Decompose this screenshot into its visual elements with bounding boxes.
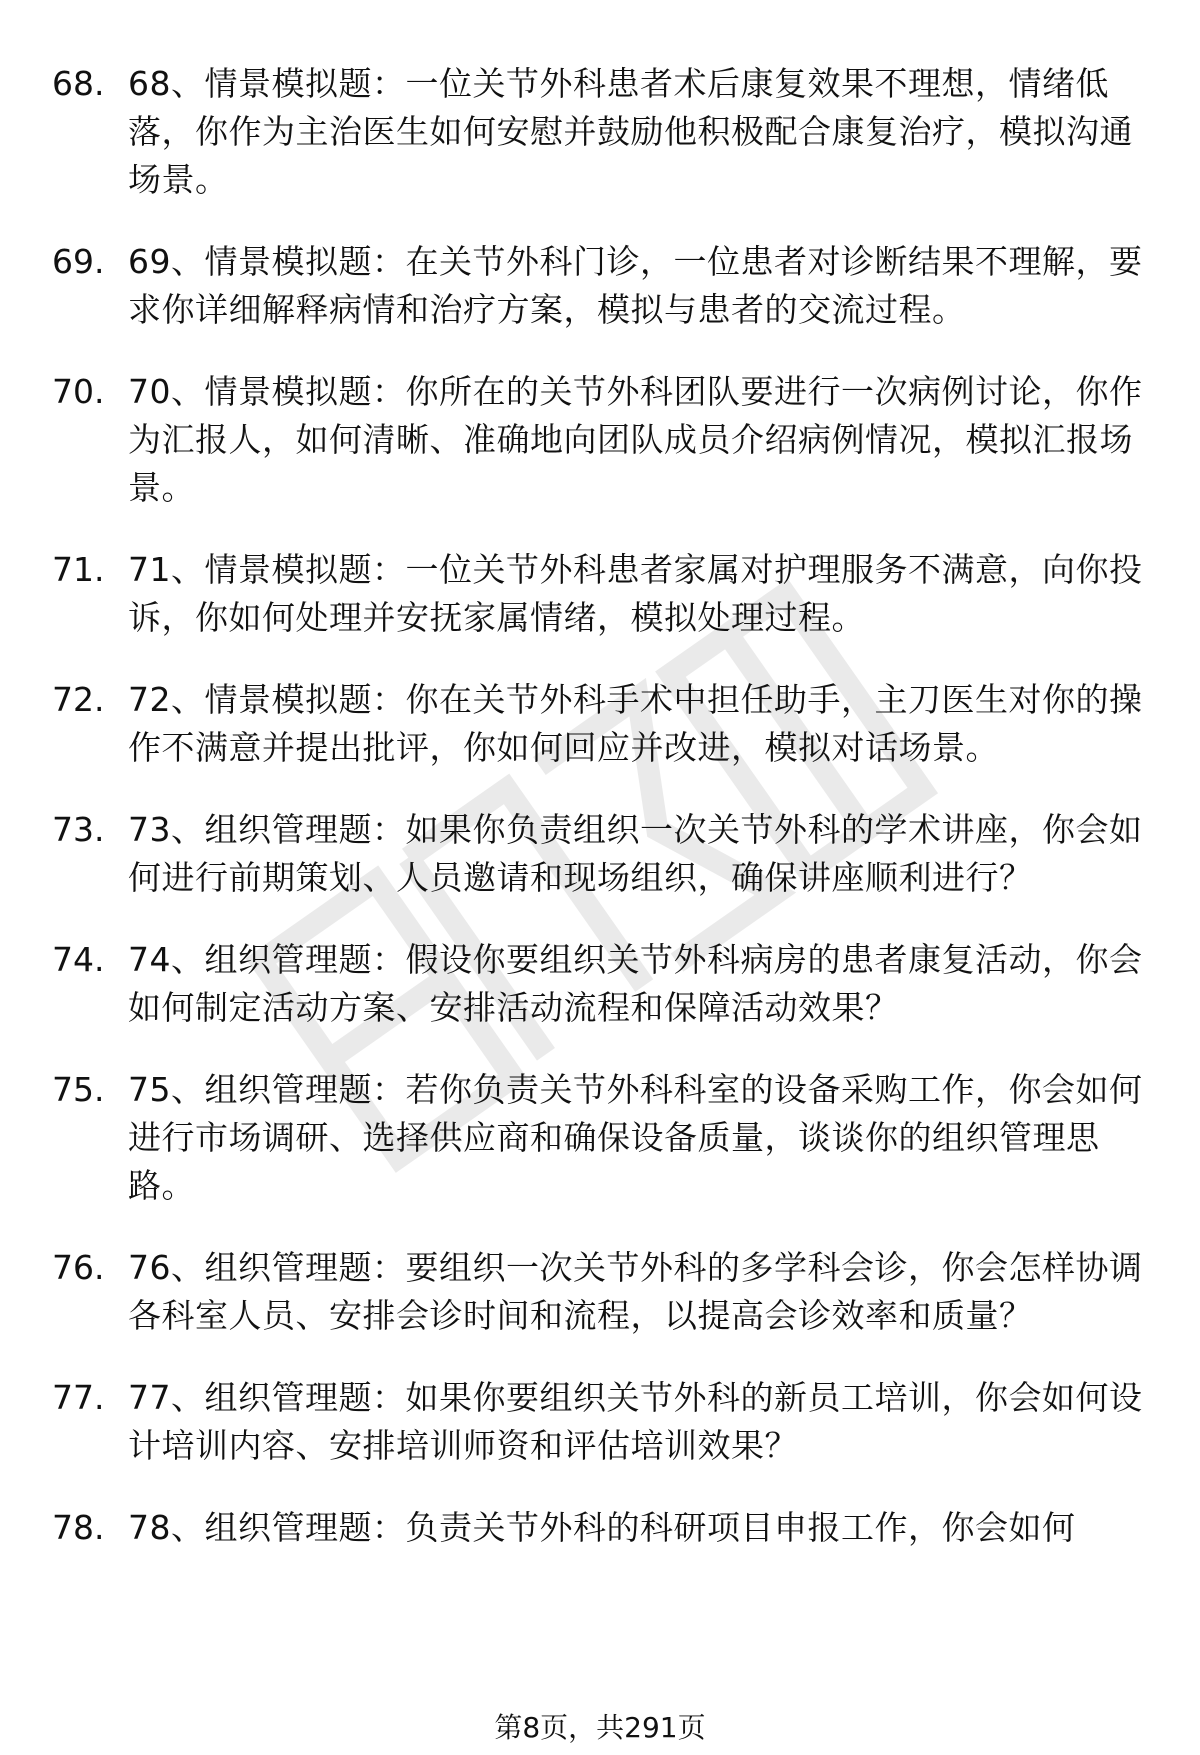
question-text: 77、组织管理题：如果你要组织关节外科的新员工培训，你会如何设计培训内容、安排培训师资和评估培训效果？ <box>128 1378 1143 1465</box>
question-number: 78. <box>52 1508 105 1547</box>
question-number: 72. <box>52 680 105 719</box>
list-item <box>52 60 1152 204</box>
question-text: 72、情景模拟题：你在关节外科手术中担任助手，主刀医生对你的操作不满意并提出批评，你如何回应并改进，模拟对话场景。 <box>128 680 1143 767</box>
question-text: 69、情景模拟题：在关节外科门诊，一位患者对诊断结果不理解，要求你详细解释病情和治疗方案，模拟与患者的交流过程。 <box>128 242 1143 329</box>
page-footer: 第8页，共291页 <box>494 1711 706 1744</box>
list-item <box>52 1066 1152 1210</box>
question-text: 68、情景模拟题：一位关节外科患者术后康复效果不理想，情绪低落，你作为主治医生如何安慰并鼓励他积极配合康复治疗，模拟沟通场景。 <box>128 64 1133 199</box>
question-text: 78、组织管理题：负责关节外科的科研项目申报工作，你会如何 <box>128 1508 1076 1547</box>
list-item <box>52 1504 1152 1552</box>
list-item <box>52 238 1152 334</box>
list-item <box>52 936 1152 1032</box>
question-number: 69. <box>52 242 105 281</box>
question-number: 70. <box>52 372 105 411</box>
question-text: 75、组织管理题：若你负责关节外科科室的设备采购工作，你会如何进行市场调研、选择供应商和确保设备质量，谈谈你的组织管理思路。 <box>128 1070 1143 1205</box>
question-text: 73、组织管理题：如果你负责组织一次关节外科的学术讲座，你会如何进行前期策划、人员邀请和现场组织，确保讲座顺利进行？ <box>128 810 1143 897</box>
list-item <box>52 806 1152 902</box>
question-number: 76. <box>52 1248 105 1287</box>
list-item <box>52 368 1152 512</box>
question-number: 74. <box>52 940 105 979</box>
question-text: 76、组织管理题：要组织一次关节外科的多学科会诊，你会怎样协调各科室人员、安排会诊时间和流程，以提高会诊效率和质量？ <box>128 1248 1143 1335</box>
list-item <box>52 546 1152 642</box>
question-number: 71. <box>52 550 105 589</box>
question-number: 68. <box>52 64 105 103</box>
question-number: 75. <box>52 1070 105 1109</box>
question-text: 71、情景模拟题：一位关节外科患者家属对护理服务不满意，向你投诉，你如何处理并安抚家属情绪，模拟处理过程。 <box>128 550 1143 637</box>
question-number: 73. <box>52 810 105 849</box>
question-text: 70、情景模拟题：你所在的关节外科团队要进行一次病例讨论，你作为汇报人，如何清晰、准确地向团队成员介绍病例情况，模拟汇报场景。 <box>128 372 1143 507</box>
question-text: 74、组织管理题：假设你要组织关节外科病房的患者康复活动，你会如何制定活动方案、安排活动流程和保障活动效果？ <box>128 940 1143 1027</box>
question-number: 77. <box>52 1378 105 1417</box>
list-item <box>52 1374 1152 1470</box>
question-list <box>52 60 1152 1586</box>
list-item <box>52 1244 1152 1340</box>
list-item <box>52 676 1152 772</box>
